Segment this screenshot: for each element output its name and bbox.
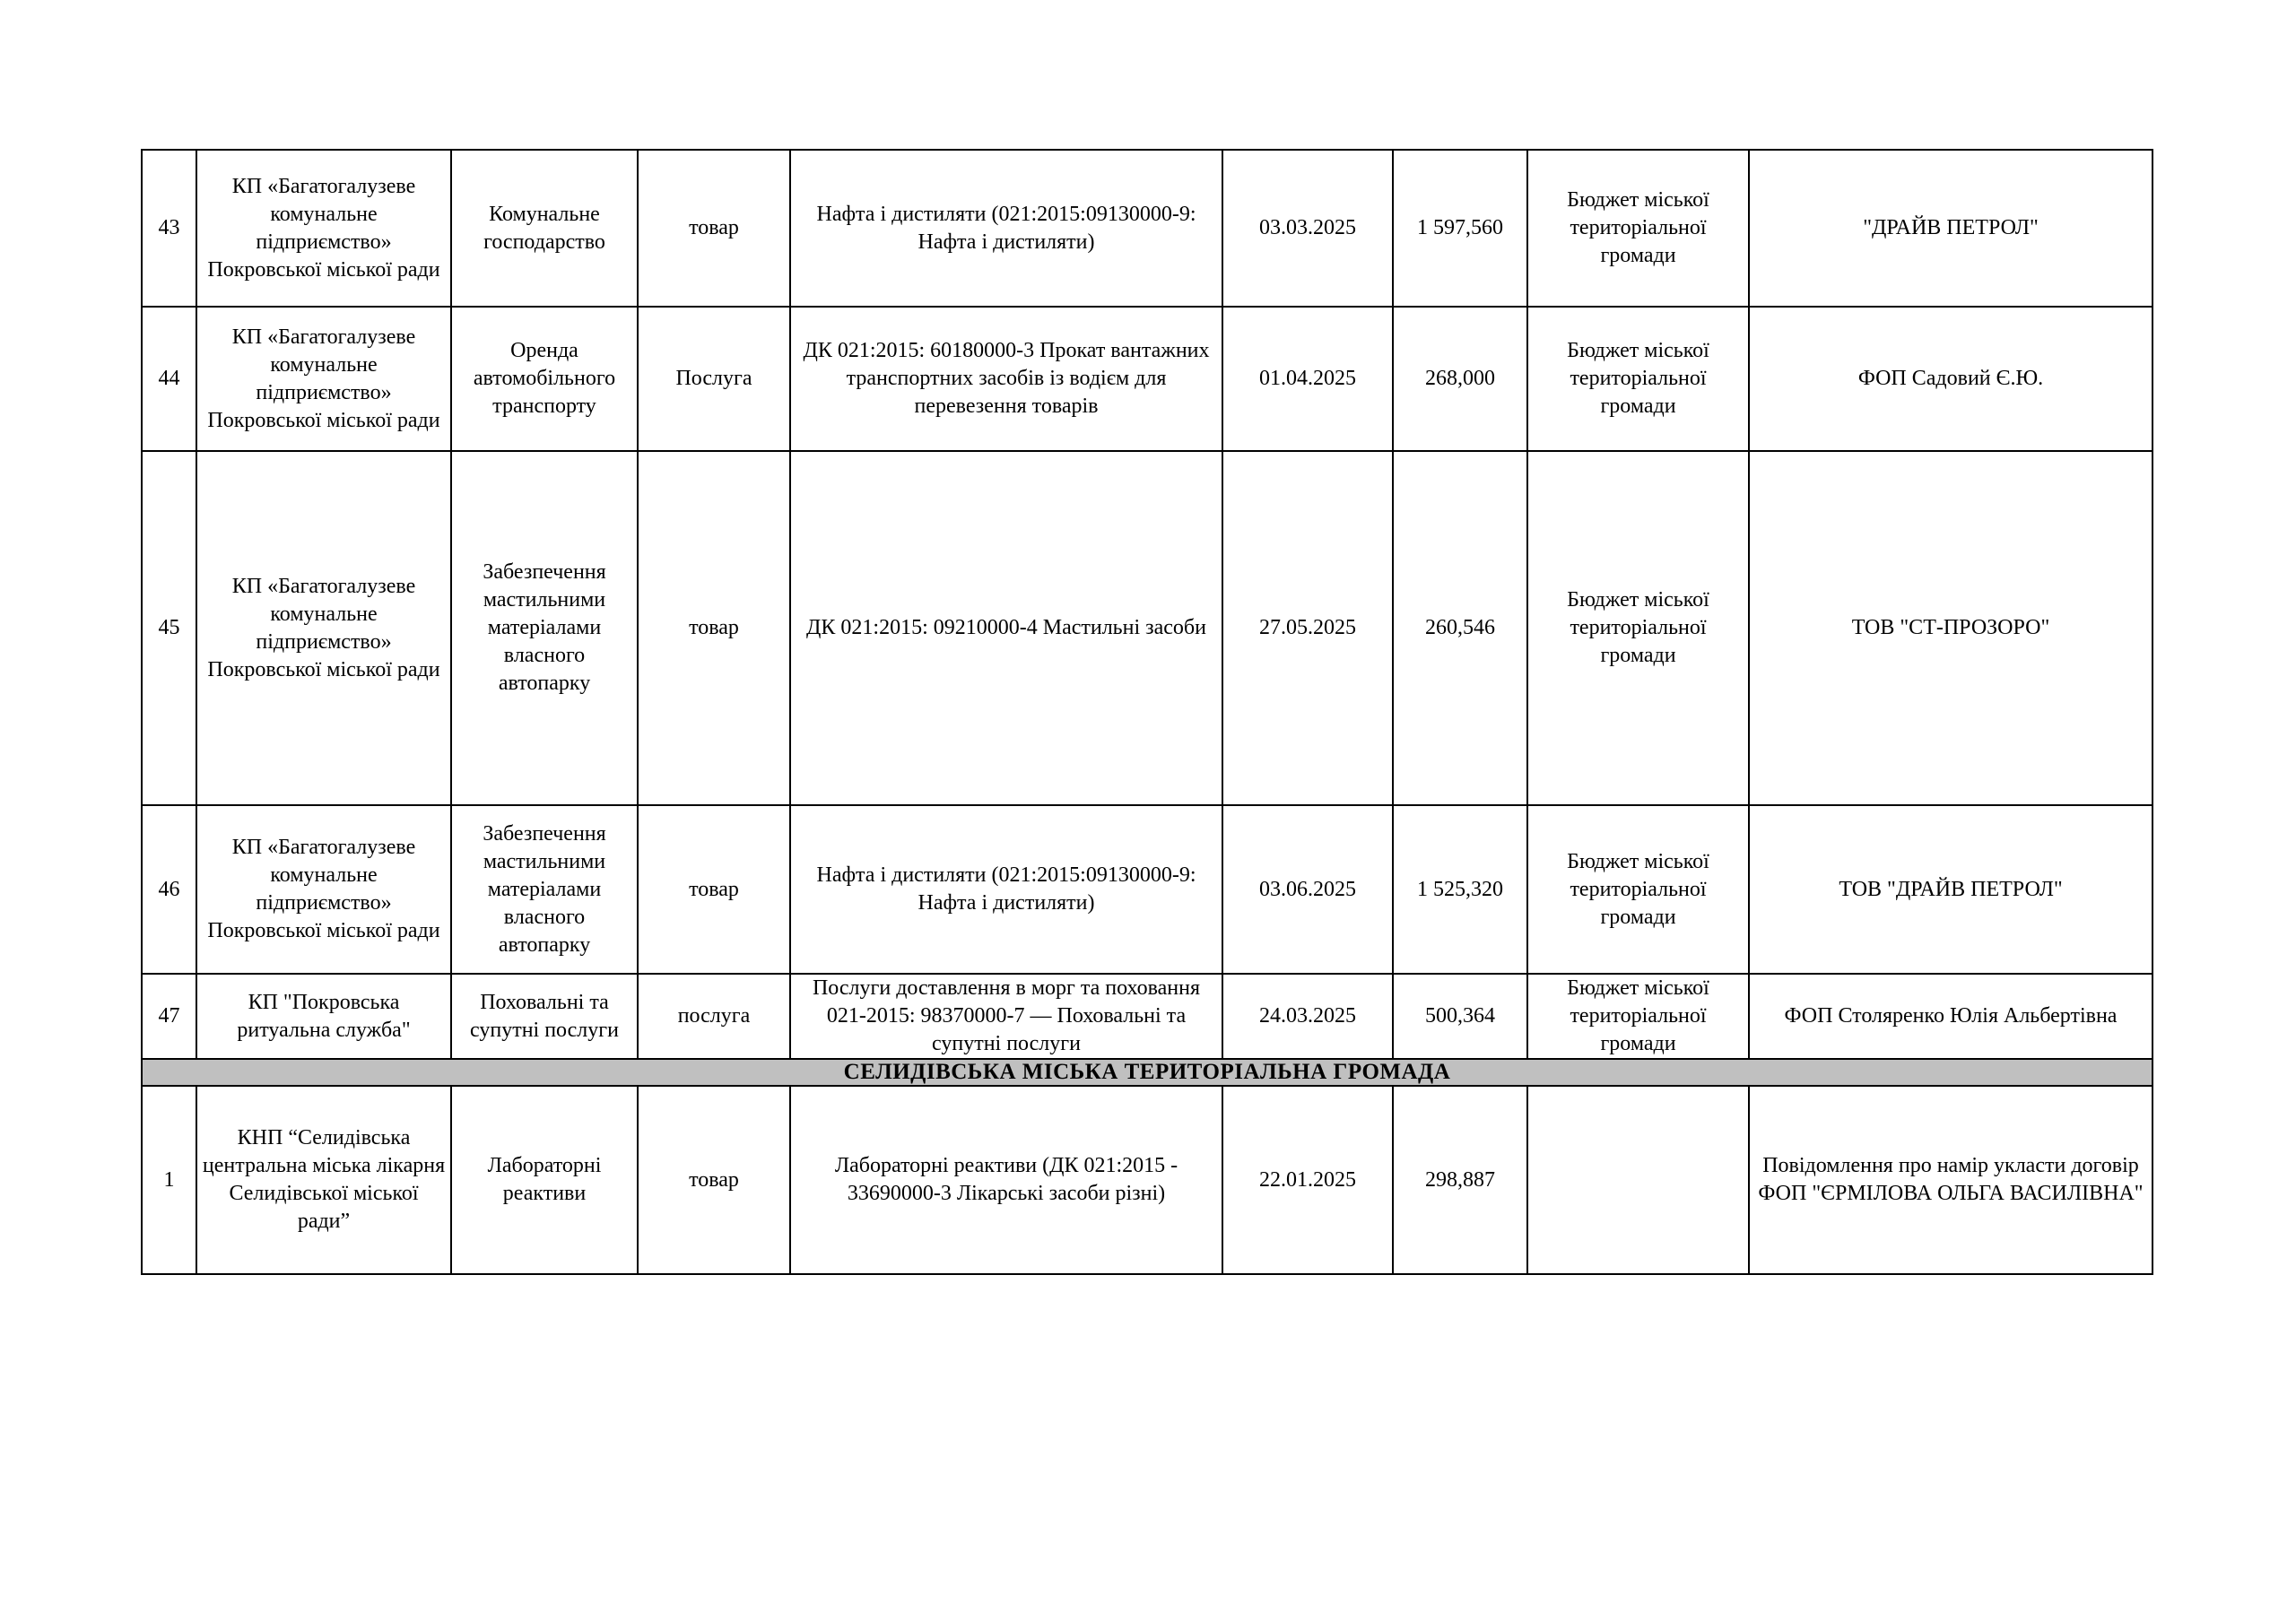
winner-cell: ТОВ "ДРАЙВ ПЕТРОЛ" — [1749, 805, 2152, 974]
row-number: 43 — [142, 150, 196, 307]
amount-cell: 260,546 — [1393, 451, 1527, 805]
funding-source-cell: Бюджет міської територіальної громади — [1527, 150, 1749, 307]
item-name-cell: Нафта і дистиляти (021:2015:09130000-9: Нафта і дистиляти) — [790, 805, 1222, 974]
row-number: 1 — [142, 1086, 196, 1274]
date-cell: 01.04.2025 — [1222, 307, 1393, 451]
table-row — [142, 1086, 2152, 1274]
table-row — [142, 451, 2152, 805]
row-number: 47 — [142, 974, 196, 1059]
customer-cell: КП «Багатогалузеве комунальне підприємство» Покровської міської ради — [196, 805, 451, 974]
subject-cell: Оренда автомобільного транспорту — [451, 307, 638, 451]
funding-source-cell: Бюджет міської територіальної громади — [1527, 974, 1749, 1059]
funding-source-cell — [1527, 1086, 1749, 1274]
customer-cell: КП «Багатогалузеве комунальне підприємство» Покровської міської ради — [196, 451, 451, 805]
type-cell: товар — [638, 1086, 790, 1274]
amount-cell: 500,364 — [1393, 974, 1527, 1059]
funding-source-cell: Бюджет міської територіальної громади — [1527, 307, 1749, 451]
winner-cell: ФОП Столяренко Юлія Альбертівна — [1749, 974, 2152, 1059]
item-name-cell: Лабораторні реактиви (ДК 021:2015 - 33690000-3 Лікарські засоби різні) — [790, 1086, 1222, 1274]
table-row — [142, 307, 2152, 451]
funding-source-cell: Бюджет міської територіальної громади — [1527, 451, 1749, 805]
item-name-cell: ДК 021:2015: 60180000-3 Прокат вантажних транспортних засобів із водієм для перевезення товарів — [790, 307, 1222, 451]
date-cell: 27.05.2025 — [1222, 451, 1393, 805]
row-number: 46 — [142, 805, 196, 974]
section-title: СЕЛИДІВСЬКА МІСЬКА ТЕРИТОРІАЛЬНА ГРОМАДА — [142, 1059, 2152, 1086]
amount-cell: 268,000 — [1393, 307, 1527, 451]
type-cell: товар — [638, 805, 790, 974]
type-cell: послуга — [638, 974, 790, 1059]
customer-cell: КНП “Селидівська центральна міська лікарня Селидівської міської ради” — [196, 1086, 451, 1274]
subject-cell: Лабораторні реактиви — [451, 1086, 638, 1274]
date-cell: 24.03.2025 — [1222, 974, 1393, 1059]
date-cell: 03.03.2025 — [1222, 150, 1393, 307]
subject-cell: Поховальні та супутні послуги — [451, 974, 638, 1059]
winner-cell: Повідомлення про намір укласти договір ФОП "ЄРМІЛОВА ОЛЬГА ВАСИЛІВНА" — [1749, 1086, 2152, 1274]
table-row — [142, 974, 2152, 1059]
funding-source-cell: Бюджет міської територіальної громади — [1527, 805, 1749, 974]
date-cell: 03.06.2025 — [1222, 805, 1393, 974]
type-cell: товар — [638, 451, 790, 805]
amount-cell: 1 597,560 — [1393, 150, 1527, 307]
amount-cell: 1 525,320 — [1393, 805, 1527, 974]
section-header-row — [142, 1059, 2152, 1086]
type-cell: товар — [638, 150, 790, 307]
table-row — [142, 805, 2152, 974]
row-number: 45 — [142, 451, 196, 805]
subject-cell: Забезпечення мастильними матеріалами власного автопарку — [451, 451, 638, 805]
item-name-cell: Нафта і дистиляти (021:2015:09130000-9: Нафта і дистиляти) — [790, 150, 1222, 307]
subject-cell: Забезпечення мастильними матеріалами власного автопарку — [451, 805, 638, 974]
customer-cell: КП "Покровська ритуальна служба" — [196, 974, 451, 1059]
row-number: 44 — [142, 307, 196, 451]
customer-cell: КП «Багатогалузеве комунальне підприємство» Покровської міської ради — [196, 150, 451, 307]
winner-cell: "ДРАЙВ ПЕТРОЛ" — [1749, 150, 2152, 307]
date-cell: 22.01.2025 — [1222, 1086, 1393, 1274]
procurement-table — [141, 149, 2153, 1275]
winner-cell: ТОВ "СТ-ПРОЗОРО" — [1749, 451, 2152, 805]
winner-cell: ФОП Садовий Є.Ю. — [1749, 307, 2152, 451]
subject-cell: Комунальне господарство — [451, 150, 638, 307]
amount-cell: 298,887 — [1393, 1086, 1527, 1274]
item-name-cell: ДК 021:2015: 09210000-4 Мастильні засоби — [790, 451, 1222, 805]
customer-cell: КП «Багатогалузеве комунальне підприємство» Покровської міської ради — [196, 307, 451, 451]
table-row — [142, 150, 2152, 307]
item-name-cell: Послуги доставлення в морг та поховання 021-2015: 98370000-7 — Поховальні та супутні послуги — [790, 974, 1222, 1059]
type-cell: Послуга — [638, 307, 790, 451]
